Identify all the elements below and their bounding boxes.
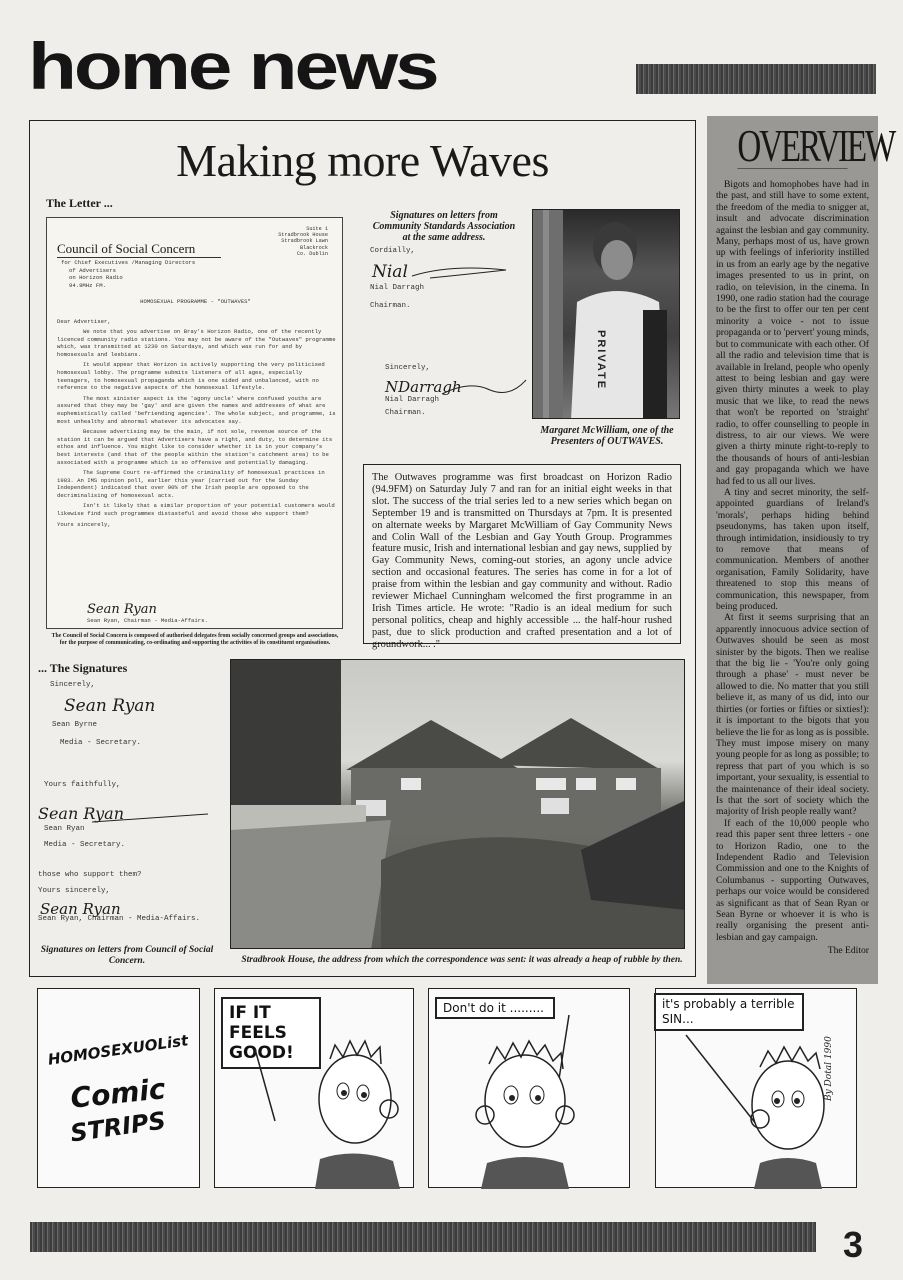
csa-signature-1: Nial bbox=[372, 262, 408, 282]
headline: Making more Waves bbox=[176, 135, 549, 186]
comic-speech-4: it's probably a terrible SIN... bbox=[654, 993, 804, 1031]
letter-signer-line: Sean Ryan, Chairman - Media-Affairs. bbox=[87, 617, 208, 624]
csa-caption: Signatures on letters from Community Standards Association at the same address. bbox=[372, 210, 516, 243]
comic-panel-4 bbox=[655, 988, 857, 1188]
masthead-bar bbox=[636, 64, 876, 94]
comic-character-2 bbox=[215, 989, 415, 1189]
overview-body: Bigots and homophobes have had in the past, and still have to some extent, the freedom of the media to snigger at, insult and advocate discrimination against the lesbian and gay community. Many, perhaps most of us, have grown up with feelings of inferiority instilled in us from an early age by the negative images presented to us in print, on radio, on television, in the cinema. In 1990, one radio station had the courage to be the first to offer our ten per cent minority a voice - not to issue propaganda or to 'pervert' young minds, but to communicate with each other. Of all the radio and television time that is available in Ireland, people who openly attest to being lesbian and gay were given thirty minutes a week to play music that we like, to read the news that won't be reported on 'straight' radio, to offer counselling to people in distress, to air our views. We were given a thirty minute right-to-reply to the thousands of hours of anti-lesbian and gay propaganda which we have had fed to us all our lives. A tiny and secret minority, the self-appointed guardians of Ireland's 'morals', perhaps hiding behind pseudonyms, has taken upon itself, through intimidation, insidiously to try to remove that means of communication. Members of another organisation, Family Solidarity, have threatened to stop this means of communication, this newspaper, from being produced. At first it seems surprising that an apparently innocuous advice section of Outwaves should be seen as most sinister by the bigots. Then we realise that the big lie - 'You're only going through a phase' - must never be allowed to die. No matter that you still believe it, as many of us did, into our thirties (or forties or fifties or sixties!): it is important to the bigots that you believe the lie for as long as is possible. They must impose misery on many young people for as long as possible; to repress that part of you which is so important, your sexuality, is essential to the maintenance of their ideal society. Is that the sort of society which the majority of Irish people really want? If each of the 10,000 people who read this paper sent three letters - one to Horizon Radio, one to the Independent Radio and Television Commission and one to the Knights of Columbanus - supporting Outwaves, perhaps our voice would be considered as significant as that of Sean Ryan or Sean Byrne or whoever it is who is really organising the present anti-lesbian and gay campaign. The Editor bbox=[716, 179, 869, 957]
csa-signature-flourish-2 bbox=[440, 376, 530, 400]
letter-footnote: The Council of Social Concern is composed of authorised delegates from socially concerned groups and associations, for the purpose of communicating, co-ordinating and supporting the activities of its constituent organisations. bbox=[51, 633, 339, 646]
csa-title-2: Chairman. bbox=[385, 409, 426, 417]
comic-title-line2: Comic bbox=[68, 1072, 168, 1115]
signature-closing-2: Yours faithfully, bbox=[44, 781, 121, 789]
overview-column bbox=[707, 116, 895, 984]
letter-document bbox=[46, 217, 343, 629]
overview-signoff: The Editor bbox=[827, 945, 869, 957]
signature-closing-3: Yours sincerely, bbox=[38, 887, 111, 895]
signature-title-2: Media - Secretary. bbox=[44, 841, 126, 849]
comic-panel-1 bbox=[37, 988, 200, 1188]
csa-name-1: Nial Darragh bbox=[370, 284, 425, 292]
signature-title-1: Media - Secretary. bbox=[60, 739, 142, 747]
csa-signature-2: NDarragh bbox=[385, 378, 462, 396]
letter-org-name: Council of Social Concern bbox=[57, 241, 221, 258]
signature-handwritten-3: Sean Ryan bbox=[40, 900, 121, 918]
csa-signature-flourish-1 bbox=[410, 262, 510, 282]
signature-handwritten-1: Sean Ryan bbox=[64, 696, 156, 716]
signature-closing-1: Sincerely, bbox=[50, 681, 96, 689]
signature-flourish-2 bbox=[90, 812, 210, 826]
csa-name-2: Nial Darragh bbox=[385, 396, 440, 404]
section-title: home news bbox=[28, 29, 437, 103]
letter-address: Suite 1 Stradbrook House Stradbrook Lawn Blackrock Co. Dublin bbox=[278, 226, 328, 257]
comic-character-3 bbox=[429, 989, 631, 1189]
presenter-shirt-text: PRIVATE bbox=[595, 330, 607, 391]
signature-name-2: Sean Ryan bbox=[44, 825, 85, 833]
signatures-label: ... The Signatures bbox=[38, 661, 128, 675]
letter-signature: Sean Ryan bbox=[87, 602, 157, 617]
stradbrook-house-photo bbox=[230, 659, 685, 949]
signature-handwritten-2: Sean Ryan bbox=[38, 804, 125, 823]
signature-name-3: Sean Ryan, Chairman - Media-Affairs. bbox=[38, 915, 201, 923]
comic-speech-2: IF IT FEELS GOOD! bbox=[221, 997, 321, 1069]
letter-body: We note that you advertise on Bray's Horizon Radio, one of the recently licenced community radio stations. You may not be aware of the "Outwaves" programme which, was transmitted at 1230 on Saturdays, and which was run for and by homosexuals and lesbians. It would appear that Horizon is actively supporting the very politicised homosexual lobby. The programme submits listeners of all ages, especially teenagers, to homosexual propaganda which is one sided and unbalanced, with no reference to the negative aspects of the homosexual lifestyle. The most sinister aspect is the 'agony uncle' where confused youths are assured that they may be 'gay' and are given the names and addresses of what are euphemistically called 'befriending agencies'. The whole subject, and programme, is most unhealthy and abnormal whatever its advocates say. Because advertising may be the main, if not sole, revenue source of the station it can be argued that Advertisers have a right, and duty, to determine its ethos and influence. You might like to consider whether it is in your company's best interests (and that of the people within the station's catchment area) to be associated with a programme which is so offensive and potentially damaging. The Supreme Court re-affirmed the criminality of homosexual practices in 1983. An IMS opinion poll, earlier this year (carried out for the Sunday Independent) indicated that over 90% of the Irish people are opposed to the decriminalising of homosexual acts. Isn't it likely that a similar proportion of your potential customers would likewise find such programmes distasteful and avoid those who support them? Yours sincerely, bbox=[57, 328, 336, 528]
footer-bar bbox=[30, 1222, 816, 1252]
letter-salutation: Dear Advertiser, bbox=[57, 318, 111, 325]
overview-title: OVERVIEW bbox=[737, 120, 895, 171]
csa-title-1: Chairman. bbox=[370, 302, 411, 310]
comic-title-line1: HOMOSEXUOList bbox=[46, 1031, 190, 1069]
letter-recipients: for Chief Executives /Managing Directors of Advertisers on Horizon Radio 94.9MHz FM. bbox=[61, 259, 196, 289]
presenter-caption: Margaret McWilliam, one of the Presenters of OUTWAVES. bbox=[540, 425, 674, 447]
csa-closing-2: Sincerely, bbox=[385, 364, 431, 372]
comic-artist-signature: By Dotal 1990 bbox=[824, 1036, 834, 1101]
programme-info-text: The Outwaves programme was first broadcast on Horizon Radio (94.9FM) on Saturday July 7 and ran for an initial eight weeks in that slot. The success of the trial series led to a new series which began on September 19 and is transmitted on Thursdays at 7pm. It is presented on alternate weeks by Margaret McWilliam of Gay Community News and Colin Wall of the Lesbian and Gay Youth Group. Programmes feature music, Irish and international lesbian and gay news, supplied by Gay Community News, coming-out stories, an agony uncle advice section and occasional features. The series has come in for a lot of praise from within the lesbian and gay community and without. Radio reviewer Michael Cunningham welcomed the first programme in an Irish Times article. He wrote: "Radio is an ideal medium for such personal politics, cheap and highly accessible ... the half-hour rushed past, due to slick production and crafted presentation and a lot of groundwork... ." bbox=[372, 472, 672, 650]
csa-closing-1: Cordially, bbox=[370, 247, 416, 255]
letter-label: The Letter ... bbox=[46, 196, 113, 210]
comic-panel-2 bbox=[214, 988, 414, 1188]
programme-info-box bbox=[363, 464, 681, 650]
house-caption: Stradbrook House, the address from which the correspondence was sent: it was already a heap of rubble by then. bbox=[241, 955, 683, 965]
signature-fragment-3: those who support them? bbox=[38, 871, 142, 879]
comic-title-line3: STRIPS bbox=[68, 1106, 168, 1148]
page-number: 3 bbox=[843, 1224, 864, 1265]
house-illustration bbox=[231, 660, 685, 949]
comic-speech-3: Don't do it ......... bbox=[435, 997, 555, 1019]
signatures-caption: Signatures on letters from Council of Social Concern. bbox=[40, 945, 214, 966]
comic-panel-3 bbox=[428, 988, 630, 1188]
letter-subject: HOMOSEXUAL PROGRAMME - "OUTWAVES" bbox=[140, 298, 251, 305]
presenter-photo bbox=[532, 209, 680, 419]
signature-name-1: Sean Byrne bbox=[52, 721, 98, 729]
